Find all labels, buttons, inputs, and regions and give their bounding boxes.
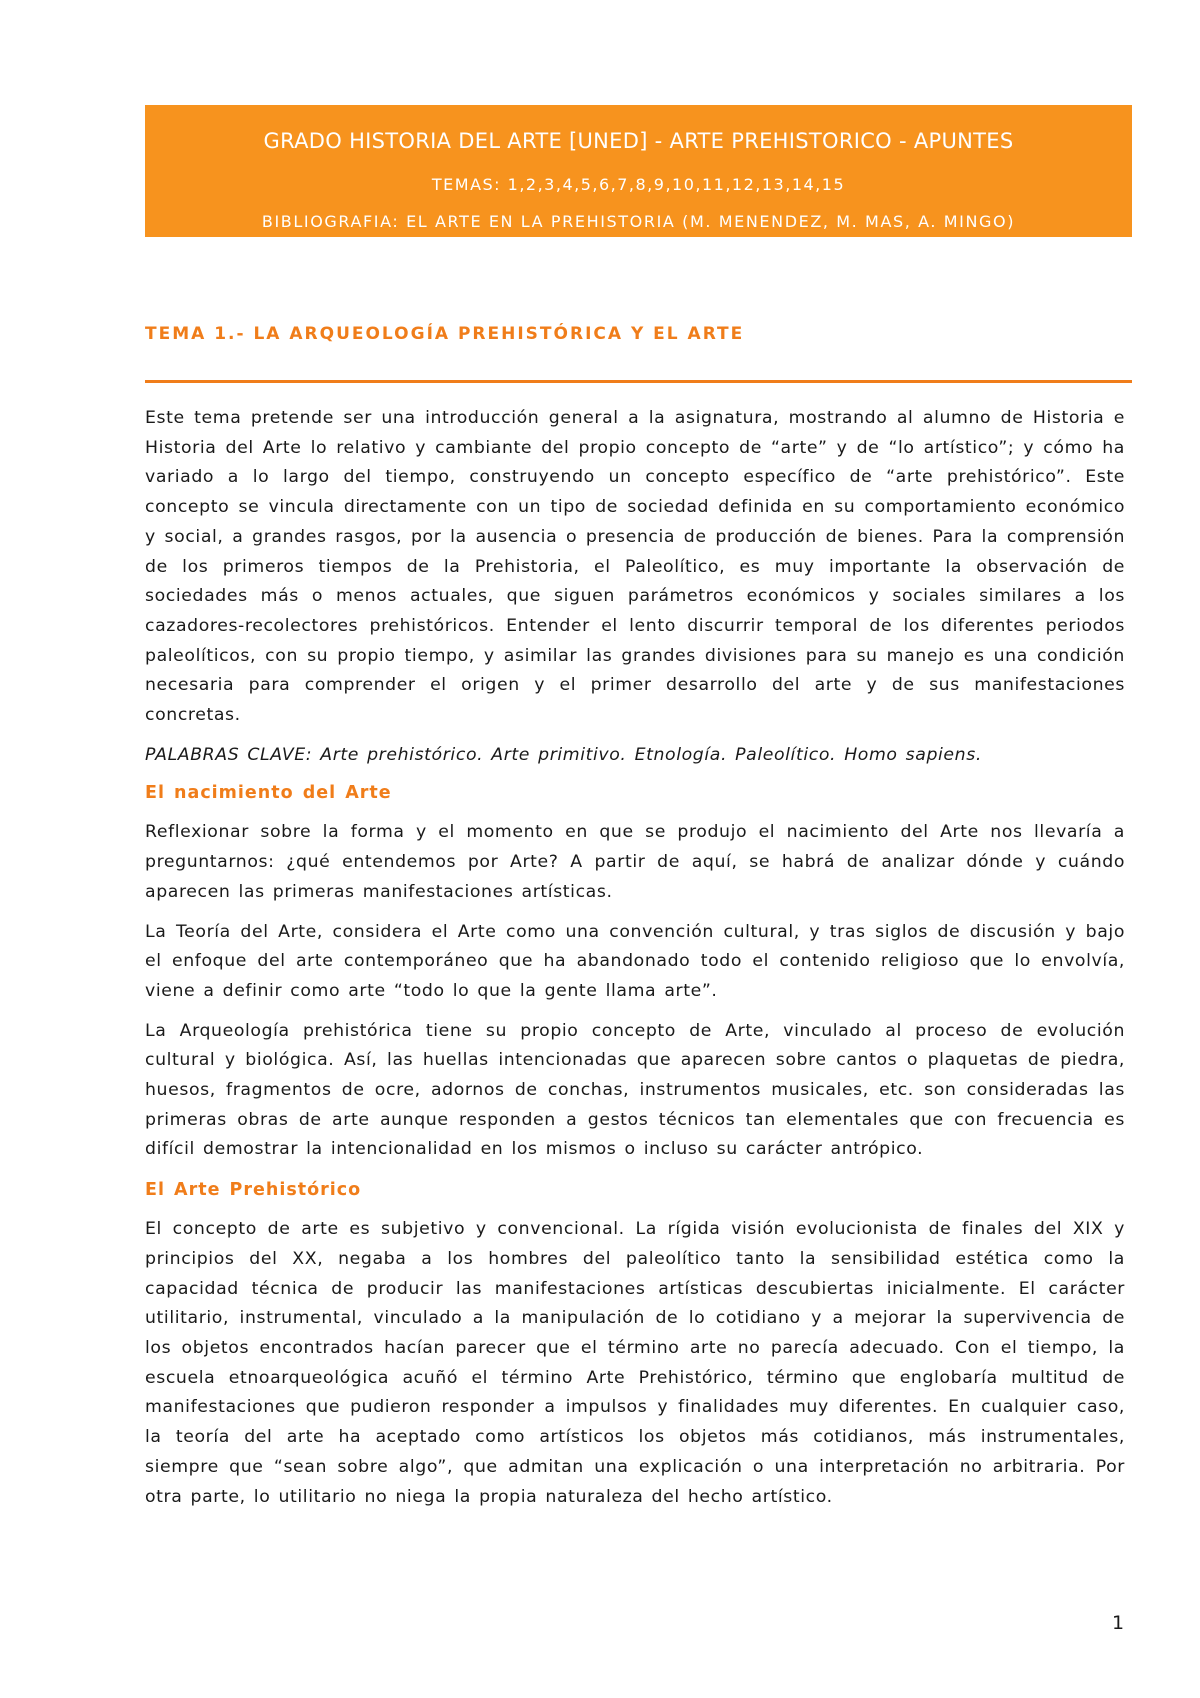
- header-banner: [145, 105, 1132, 237]
- banner-bibliografia: BIBLIOGRAFIA: EL ARTE EN LA PREHISTORIA (M. MENENDEZ, M. MAS, A. MINGO): [261, 212, 1016, 231]
- keywords: PALABRAS CLAVE: Arte prehistórico. Arte primitivo. Etnología. Paleolítico. Homo sapiens.: [145, 744, 982, 765]
- prehistorico-paragraph-1: El concepto de arte es subjetivo y convencional. La rígida visión evolucionista de finales del XIX y principios del XX, negaba a los hombres del paleolítico tanto la sensibilidad estética como la capacidad técnica de producir las manifestaciones artísticas descubiertas inicialmente. El carácter utilitario, instrumental, vinculado a la manipulación de lo cotidiano y a mejorar la supervivencia de los objetos encontrados hacían parecer que el término arte no parecía adecuado. Con el tiempo, la escuela etnoarqueológica acuñó el término Arte Prehistórico, término que englobaría multitud de manifestaciones que pudieron responder a impulsos y finalidades muy diferentes. En cualquier caso, la teoría del arte ha aceptado como artísticos los objetos más cotidianos, más instrumentales, siempre que “sean sobre algo”, que admitan una explicación o una interpretación no arbitraria. Por otra parte, lo utilitario no niega la propia naturaleza del hecho artístico.: [145, 1219, 1125, 1507]
- banner-title: GRADO HISTORIA DEL ARTE [UNED] - ARTE PREHISTORICO - APUNTES: [263, 129, 1014, 153]
- section-heading-arte-prehistorico: El Arte Prehistórico: [145, 1180, 362, 1201]
- document-body: [145, 404, 1125, 1522]
- nacimiento-paragraph-1: Reflexionar sobre la forma y el momento en que se produjo el nacimiento del Arte nos llevaría a preguntarnos: ¿qué entendemos por Arte? A partir de aquí, se habrá de analizar dónde y cuándo aparecen las primeras manifestaciones artísticas.: [145, 822, 1125, 902]
- tema-divider: [145, 380, 1132, 383]
- banner-temas: TEMAS: 1,2,3,4,5,6,7,8,9,10,11,12,13,14,15: [431, 175, 846, 194]
- page-number: 1: [1112, 1612, 1125, 1634]
- section-heading-nacimiento: El nacimiento del Arte: [145, 783, 392, 804]
- nacimiento-paragraph-3: La Arqueología prehistórica tiene su propio concepto de Arte, vinculado al proceso de evolución cultural y biológica. Así, las huellas intencionadas que aparecen sobre cantos o plaquetas de piedra, huesos, fragmentos de ocre, adornos de conchas, instrumentos musicales, etc. son consideradas las primeras obras de arte aunque responden a gestos técnicos tan elementales que con frecuencia es difícil demostrar la intencionalidad en los mismos o incluso su carácter antrópico.: [145, 1020, 1125, 1160]
- intro-paragraph: Este tema pretende ser una introducción general a la asignatura, mostrando al alumno de Historia e Historia del Arte lo relativo y cambiante del propio concepto de “arte” y de “lo artístico”; y cómo ha variado a lo largo del tiempo, construyendo un concepto específico de “arte prehistórico”. Este concepto se vincula directamente con un tipo de sociedad definida en su comportamiento económico y social, a grandes rasgos, por la ausencia o presencia de producción de bienes. Para la comprensión de los primeros tiempos de la Prehistoria, el Paleolítico, es muy importante la observación de sociedades más o menos actuales, que siguen parámetros económicos y sociales similares a los cazadores-recolectores prehistóricos. Entender el lento discurrir temporal de los diferentes periodos paleolíticos, con su propio tiempo, y asimilar las grandes divisiones para su manejo es una condición necesaria para comprender el origen y el primer desarrollo del arte y de sus manifestaciones concretas.: [145, 408, 1125, 726]
- tema-title: TEMA 1.- LA ARQUEOLOGÍA PREHISTÓRICA Y EL ARTE: [145, 324, 745, 344]
- nacimiento-paragraph-2: La Teoría del Arte, considera el Arte como una convención cultural, y tras siglos de discusión y bajo el enfoque del arte contemporáneo que ha abandonado todo el contenido religioso que lo envolvía, viene a definir como arte “todo lo que la gente llama arte”.: [145, 921, 1125, 1001]
